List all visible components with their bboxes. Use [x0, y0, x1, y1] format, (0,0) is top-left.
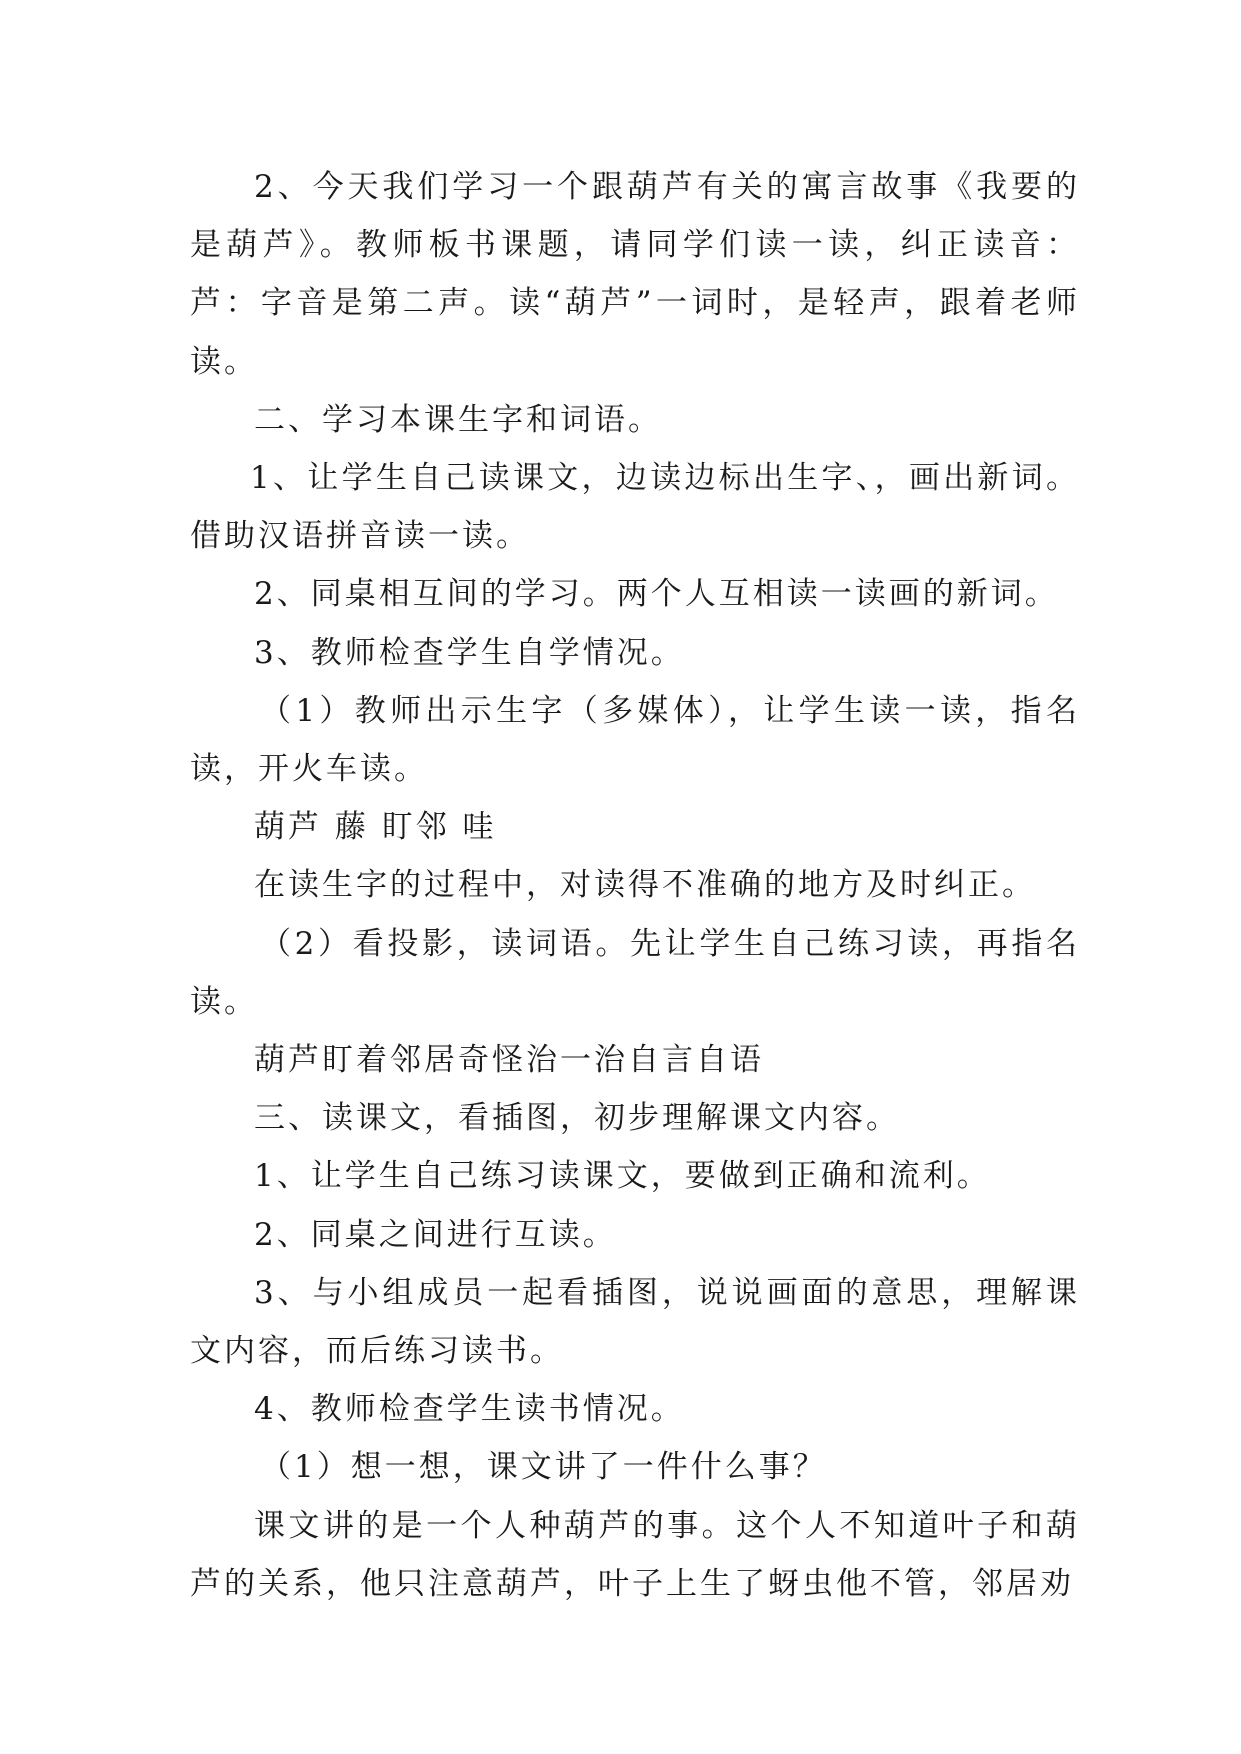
paragraph: 3、与小组成员一起看插图，说说画面的意思，理解课文内容，而后练习读书。: [190, 1274, 1080, 1370]
paragraph: 1、让学生自己读课文，边读边标出生字、，画出新词。借助汉语拼音读一读。: [190, 460, 1080, 555]
paragraph: （1）想一想，课文讲了一件什么事？: [260, 1449, 827, 1486]
paragraph: 1、让学生自己练习读课文，要做到正确和流利。: [254, 1158, 991, 1195]
paragraph: 4、教师检查学生读书情况。: [254, 1391, 685, 1428]
paragraph: 3、教师检查学生自学情况。: [254, 634, 685, 671]
section-heading: 二、学习本课生字和词语。: [254, 401, 662, 438]
vocabulary-line: 葫芦 藤 盯邻 哇: [254, 809, 497, 846]
paragraph: 2、同桌之间进行互读。: [254, 1216, 617, 1253]
paragraph: 2、今天我们学习一个跟葫芦有关的寓言故事《我要的是葫芦》。教师板书课题，请同学们读一读，纠正读音：芦：字音是第二声。读“葫芦”一词时，是轻声，跟着老师读。: [190, 169, 1080, 380]
paragraph: （1）教师出示生字（多媒体），让学生读一读，指名读，开火车读。: [190, 692, 1080, 788]
section-heading: 三、读课文，看插图，初步理解课文内容。: [254, 1100, 900, 1137]
paragraph: 2、同桌相互间的学习。两个人互相读一读画的新词。: [254, 576, 1059, 613]
paragraph: （2）看投影，读词语。先让学生自己练习读，再指名读。: [190, 925, 1080, 1020]
paragraph: 在读生字的过程中，对读得不准确的地方及时纠正。: [254, 867, 1036, 904]
paragraph: 课文讲的是一个人种葫芦的事。这个人不知道叶子和葫芦的关系，他只注意葫芦，叶子上生了蚜虫他不管，邻居劝: [190, 1507, 1080, 1602]
vocabulary-line: 葫芦盯着邻居奇怪治一治自言自语: [254, 1042, 764, 1079]
document-body: [190, 158, 1080, 1613]
